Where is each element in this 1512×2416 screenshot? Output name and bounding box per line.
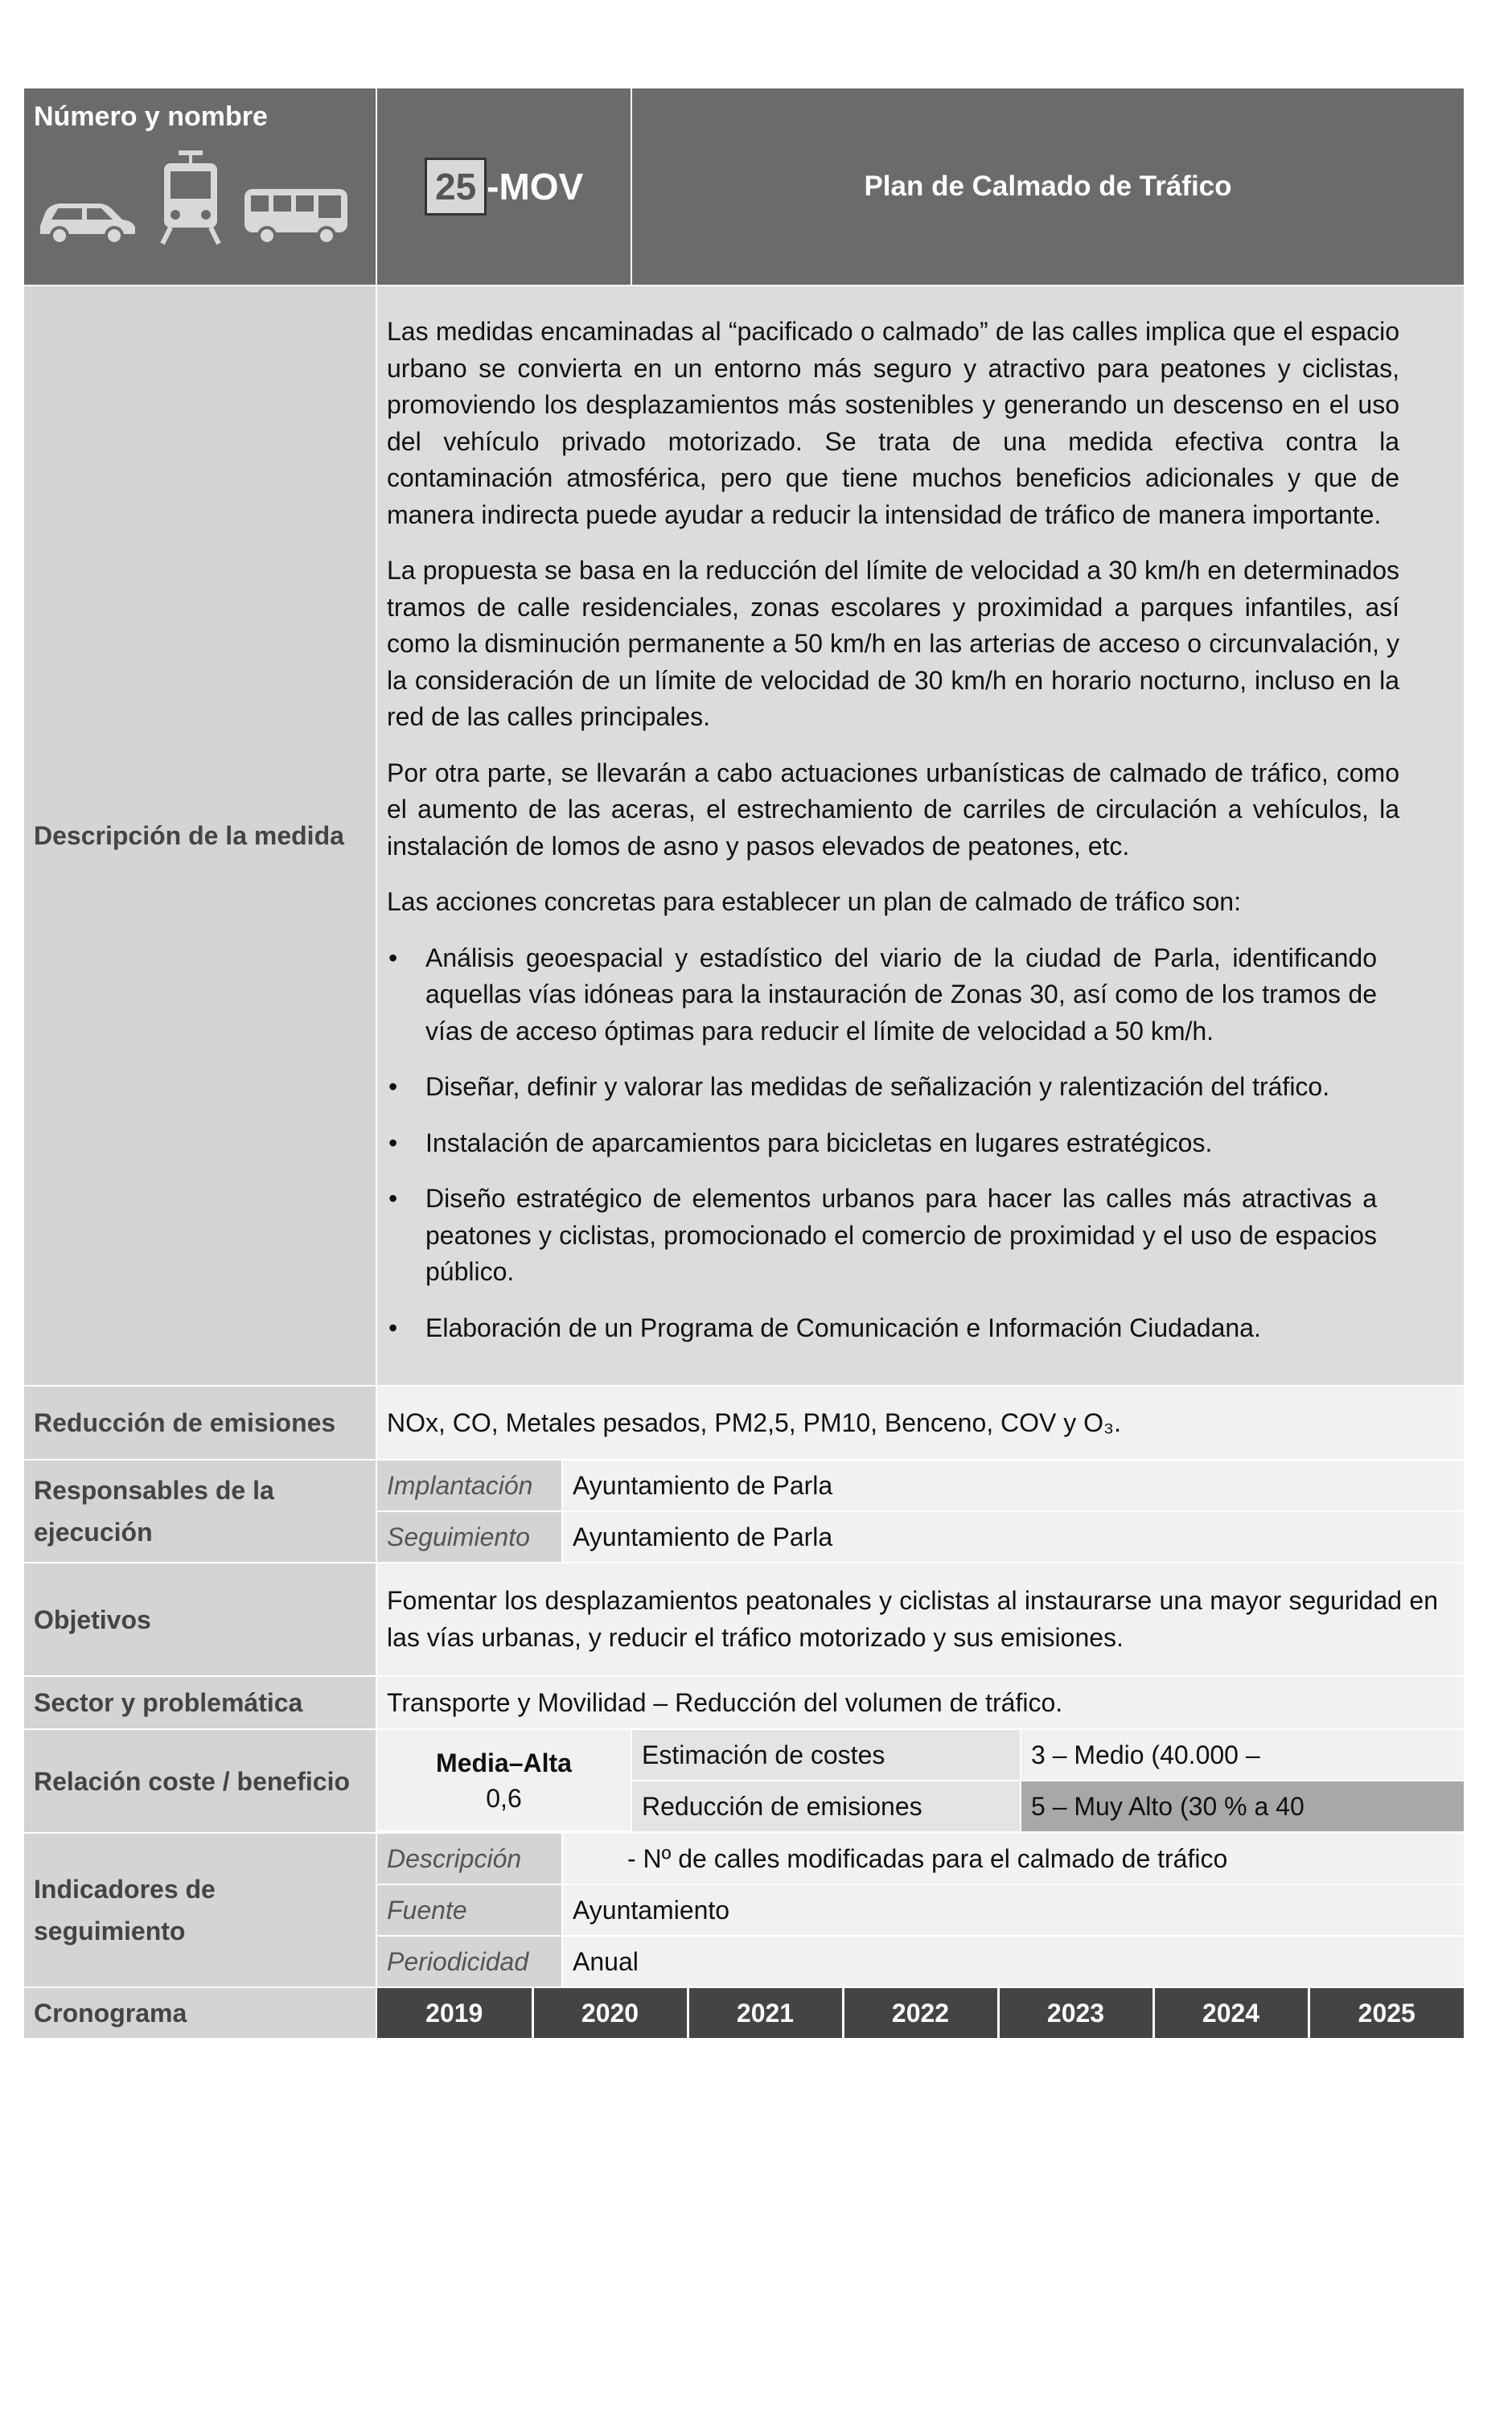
measure-suffix: -MOV bbox=[487, 166, 584, 207]
action-item: • Instalación de aparcamientos para bicicletas en lugares estratégicos. bbox=[425, 1125, 1399, 1162]
seguimiento-value: Ayuntamiento de Parla bbox=[562, 1511, 1464, 1562]
sector-label: Sector y problemática bbox=[24, 1676, 376, 1729]
emissions-value: NOx, CO, Metales pesados, PM2,5, PM10, Benceno, COV y O₃. bbox=[376, 1386, 1464, 1460]
measure-code-cell bbox=[377, 88, 631, 285]
indicadores-label: Indicadores de seguimiento bbox=[24, 1833, 376, 1987]
indicador-periodicidad-value: Anual bbox=[562, 1936, 1464, 1987]
objetivos-row bbox=[24, 1563, 1464, 1676]
description-paragraph: Las acciones concretas para establecer un plan de calmado de tráfico son: bbox=[387, 887, 1241, 916]
year-cell: 2020 bbox=[532, 1988, 688, 2038]
sector-row bbox=[24, 1676, 1464, 1729]
reduccion-label: Reducción de emisiones bbox=[631, 1781, 1021, 1831]
indicador-descripcion-value: - Nº de calles modificadas para el calmado de tráfico bbox=[562, 1834, 1464, 1884]
costes-label: Estimación de costes bbox=[631, 1730, 1021, 1781]
emissions-label: Reducción de emisiones bbox=[24, 1386, 376, 1460]
description-paragraph: Las medidas encaminadas al “pacificado o calmado” de las calles implica que el espacio urbano se convierta en un entorno más seguro y atractivo para peatones y ciclistas, promoviendo los desplazamientos más sostenibles y generando un descenso en el uso del vehículo privado motorizado. Se trata de una medida efectiva contra la contaminación atmosférica, pero que tiene muchos beneficios adicionales y que de manera indirecta puede ayudar a reducir la intensidad de tráfico de manera importante. bbox=[387, 317, 1399, 529]
description-cell bbox=[376, 286, 1464, 1386]
measure-number: 25 bbox=[425, 158, 487, 216]
coste-label: Relación coste / beneficio bbox=[24, 1729, 376, 1833]
implantacion-label: Implantación bbox=[377, 1461, 562, 1511]
measure-sheet bbox=[24, 88, 1464, 2040]
coste-row bbox=[24, 1729, 1464, 1833]
measure-code bbox=[378, 158, 630, 216]
indicador-fuente-value: Ayuntamiento bbox=[562, 1884, 1464, 1936]
description-body bbox=[387, 314, 1399, 1346]
responsables-row bbox=[24, 1460, 1464, 1563]
description-row bbox=[24, 286, 1464, 1386]
transport-icons bbox=[24, 133, 376, 245]
year-cell: 2019 bbox=[377, 1988, 532, 2038]
coste-rating-cell bbox=[377, 1730, 631, 1831]
tram-icon bbox=[159, 150, 222, 245]
car-icon bbox=[34, 194, 138, 245]
action-item: • Diseñar, definir y valorar las medidas de señalización y ralentización del tráfico. bbox=[425, 1069, 1399, 1106]
indicador-descripcion-label: Descripción bbox=[377, 1834, 562, 1884]
objetivos-label: Objetivos bbox=[24, 1563, 376, 1676]
implantacion-value: Ayuntamiento de Parla bbox=[562, 1461, 1464, 1511]
action-item: • Análisis geoespacial y estadístico del viario de la ciudad de Parla, identificando aquellas vías idóneas para la instauración de Zonas 30, así como de los tramos de vías de acceso óptimas para reducir el límite de velocidad a 50 km/h. bbox=[425, 940, 1399, 1050]
objetivos-value: Fomentar los desplazamientos peatonales y ciclistas al instaurarse una mayor seguridad en las vías urbanas, y reducir el tráfico motorizado y sus emisiones. bbox=[376, 1563, 1464, 1676]
year-cell: 2022 bbox=[843, 1988, 998, 2038]
seguimiento-label: Seguimiento bbox=[377, 1511, 562, 1562]
indicador-fuente-label: Fuente bbox=[377, 1884, 562, 1936]
cronograma-label: Cronograma bbox=[24, 1987, 376, 2039]
emissions-row bbox=[24, 1386, 1464, 1460]
reduccion-value: 5 – Muy Alto (30 % a 40 bbox=[1021, 1781, 1464, 1831]
measure-table bbox=[24, 88, 1464, 2040]
cronograma-cell bbox=[376, 1987, 1464, 2039]
responsables-label: Responsables de la ejecución bbox=[24, 1460, 376, 1563]
indicadores-cell bbox=[376, 1833, 1464, 1987]
sector-value: Transporte y Movilidad – Reducción del volumen de tráfico. bbox=[376, 1676, 1464, 1729]
coste-rating: Media–Alta bbox=[436, 1748, 572, 1777]
year-cell: 2024 bbox=[1153, 1988, 1309, 2038]
description-paragraph: Por otra parte, se llevarán a cabo actuaciones urbanísticas de calmado de tráfico, como el aumento de las aceras, el estrechamiento de carriles de circulación a vehículos, la instalación de lomos de asno y pasos elevados de peatones, etc. bbox=[387, 758, 1399, 861]
action-item: • Diseño estratégico de elementos urbanos para hacer las calles más atractivas a peatones y ciclistas, promocionado el comercio de proximidad y el uso de espacios público. bbox=[425, 1181, 1399, 1291]
year-cell: 2023 bbox=[998, 1988, 1153, 2038]
header-label-cell bbox=[24, 88, 376, 286]
indicador-periodicidad-label: Periodicidad bbox=[377, 1936, 562, 1987]
header-row bbox=[24, 88, 1464, 286]
cronograma-row bbox=[24, 1987, 1464, 2039]
costes-value: 3 – Medio (40.000 – bbox=[1021, 1730, 1464, 1781]
indicadores-row bbox=[24, 1833, 1464, 1987]
plan-title: Plan de Calmado de Tráfico bbox=[631, 88, 1464, 285]
coste-cell bbox=[376, 1729, 1464, 1833]
description-label: Descripción de la medida bbox=[24, 286, 376, 1386]
header-label: Número y nombre bbox=[34, 101, 268, 132]
actions-list bbox=[387, 940, 1399, 1347]
year-cell: 2025 bbox=[1309, 1988, 1464, 2038]
responsables-cell bbox=[376, 1460, 1464, 1563]
year-cell: 2021 bbox=[688, 1988, 843, 2038]
description-paragraph: La propuesta se basa en la reducción del límite de velocidad a 30 km/h en determinados tramos de calle residenciales, zonas escolares y proximidad a parques infantiles, así como la disminución permanente a 50 km/h en las arterias de acceso o circunvalación, y la consideración de un límite de velocidad de 30 km/h en horario nocturno, incluso en la red de las calles principales. bbox=[387, 556, 1399, 731]
coste-score: 0,6 bbox=[486, 1783, 522, 1813]
bus-icon bbox=[243, 186, 351, 245]
action-item: • Elaboración de un Programa de Comunicación e Información Ciudadana. bbox=[425, 1310, 1399, 1347]
header-right-cell bbox=[376, 88, 1464, 286]
